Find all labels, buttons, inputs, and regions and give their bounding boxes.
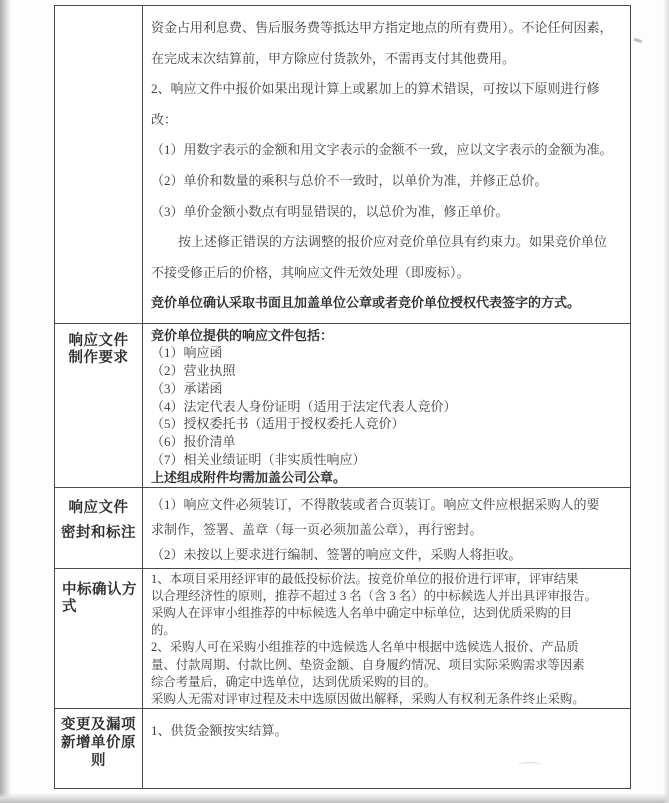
scan-edge-bottom-shadow — [0, 793, 669, 803]
table-row-award-confirmation-method — [55, 568, 630, 708]
text-line: 式 — [62, 598, 77, 615]
row-label-empty — [55, 6, 143, 323]
text-line: （7）相关业绩证明（非实质性响应） — [151, 452, 366, 468]
text-line: （2）未按以上要求进行编制、签署的响应文件，采购人将拒收。 — [151, 546, 522, 562]
text-line: 2、响应文件中报价如果出现计算上或累加上的算术错误，可按以下原则进行修 — [151, 81, 600, 97]
text-line: 制作要求 — [68, 350, 129, 367]
text-line: （1）响应文件必须装订，不得散装或者合页装订。响应文件应根据采购人的要 — [151, 496, 600, 512]
table-row-quote-and-correction-rules — [55, 6, 630, 323]
text-line: 1、供货金额按实结算。 — [151, 722, 288, 738]
row-content-response-document-preparation — [143, 324, 630, 487]
text-line: 响应文件 — [68, 499, 129, 516]
row-label-change-omission-principle — [55, 709, 143, 788]
row-content-award-confirmation-method — [143, 569, 630, 708]
text-line: 综合考量后，确定中选单位，达到优质采购的目的。 — [151, 674, 436, 689]
scan-edge-left-shadow — [0, 0, 11, 803]
text-line: 不接受修正后的价格，其响应文件无效处理（即废标）。 — [151, 264, 470, 280]
table-row-response-document-preparation — [55, 323, 630, 487]
text-line: 2、采购人可在采购小组推荐的中选候选人名单中根据中选候选人报价、产品质 — [151, 640, 579, 655]
row-content-sealing-and-marking — [143, 488, 630, 568]
text-line: 采购人无需对评审过程及未中选原因做出解释，采购人有权利无条件终止采购。 — [151, 691, 585, 706]
text-line: 则 — [91, 752, 106, 769]
scan-artifact — [634, 38, 643, 43]
scan-edge-right-shadow — [663, 0, 669, 803]
text-line: （2）营业执照 — [151, 363, 236, 379]
text-line: 以合理经济性的原则，推荐不超过 3 名（含 3 名）的中标候选人并出具评审报告。 — [151, 588, 598, 603]
text-line: 密封和标注 — [61, 524, 136, 541]
row-content-quote-and-correction-rules — [143, 6, 630, 323]
text-line: 上述组成附件均需加盖公司公章。 — [151, 469, 347, 485]
text-line: 在完成末次结算前，甲方除应付货款外，不需再支付其他费用。 — [151, 50, 516, 66]
text-line: 的。 — [151, 623, 176, 638]
text-line: 新增单价原 — [61, 734, 136, 751]
row-label-response-document-preparation — [55, 324, 143, 487]
row-label-sealing-and-marking — [55, 488, 143, 568]
text-line: 竞价单位确认采取书面且加盖单位公章或者竞价单位授权代表签字的方式。 — [151, 295, 581, 311]
text-line: （5）授权委托书（适用于授权委托人竞价） — [151, 416, 405, 432]
text-line: 采购人在评审小组推荐的中标候选人名单中确定中标单位，达到优质采购的目 — [151, 605, 573, 620]
text-line: 竞价单位提供的响应文件包括： — [151, 327, 334, 343]
text-line: 响应文件 — [68, 332, 129, 349]
text-line: 求制作，签署、盖章（每一页必须加盖公章），再行密封。 — [151, 521, 483, 537]
row-label-award-confirmation-method — [55, 569, 143, 708]
row-content-change-omission-principle — [143, 709, 630, 788]
text-line: （4）法定代表人身份证明（适用于法定代表人竞价） — [151, 398, 457, 414]
procurement-terms-table — [54, 5, 631, 789]
text-line: （1）用数字表示的金额和用文字表示的金额不一致，应以文字表示的金额为准。 — [151, 142, 613, 158]
text-line: 中标确认方 — [62, 581, 137, 598]
text-line: （3）承诺函 — [151, 380, 223, 396]
text-line: （1）响应函 — [151, 345, 223, 361]
text-line: 1、本项目采用经评审的最低投标价法。按竞价单位的报价进行评审，评审结果 — [151, 571, 579, 586]
text-line: 资金占用利息费、售后服务费等抵达甲方指定地点的所有费用）。不论任何因素， — [151, 20, 613, 35]
text-line: 改： — [151, 111, 178, 127]
text-line: 量、付款周期、付款比例、垫资金额、自身履约情况、项目实际采购需求等因素 — [151, 657, 585, 672]
text-line: （2）单价和数量的乘积与总价不一致时，以单价为准，并修正总价。 — [151, 172, 548, 188]
text-line: 按上述修正错误的方法调整的报价应对竞价单位具有约束力。如果竞价单位 — [178, 234, 608, 250]
table-row-sealing-and-marking — [55, 487, 630, 568]
text-line: （3）单价金额小数点有明显错误的，以总价为准，修正单价。 — [151, 203, 509, 219]
table-row-change-omission-principle — [55, 708, 630, 788]
text-line: （6）报价清单 — [151, 434, 236, 450]
text-line: 变更及漏项 — [61, 716, 136, 733]
